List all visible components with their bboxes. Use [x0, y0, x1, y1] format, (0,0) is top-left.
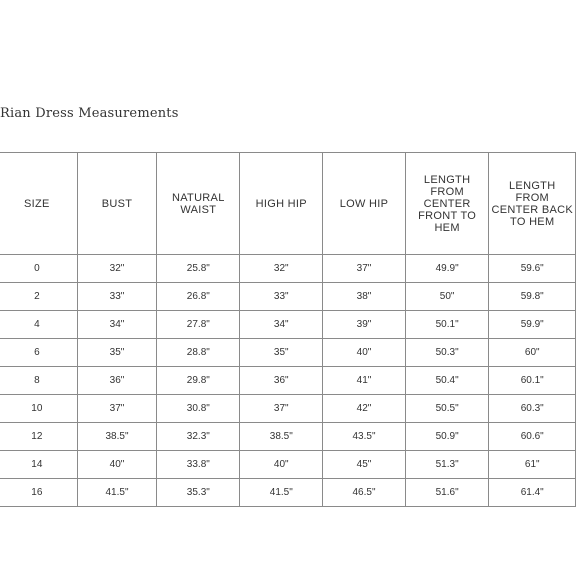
table-cell-length-back: 60" [489, 339, 576, 367]
table-cell-high-hip: 41.5" [240, 479, 323, 507]
table-cell-length-front: 50.4" [405, 367, 489, 395]
table-cell-low-hip: 46.5" [323, 479, 406, 507]
table-cell-length-front: 51.3" [405, 451, 489, 479]
table-cell-high-hip: 32" [240, 255, 323, 283]
table-cell-length-back: 59.8" [489, 283, 576, 311]
column-header-line: LOW HIP [339, 197, 389, 210]
table-cell-high-hip: 38.5" [240, 423, 323, 451]
table-row [0, 339, 576, 367]
table-row [0, 255, 576, 283]
column-header-line: FRONT TO [418, 209, 477, 222]
table-cell-natural-waist: 32.3" [157, 423, 240, 451]
column-header-line: FROM [430, 185, 464, 198]
table-row [0, 451, 576, 479]
column-header-size [0, 153, 77, 255]
column-header-low-hip [323, 153, 406, 255]
table-cell-low-hip: 39" [323, 311, 406, 339]
table-cell-natural-waist: 33.8" [157, 451, 240, 479]
column-header-line: BUST [101, 197, 133, 210]
table-cell-length-front: 50" [405, 283, 489, 311]
table-cell-length-back: 59.9" [489, 311, 576, 339]
table-cell-size: 2 [0, 283, 77, 311]
table-cell-natural-waist: 29.8" [157, 367, 240, 395]
table-cell-length-front: 50.5" [405, 395, 489, 423]
table-cell-natural-waist: 35.3" [157, 479, 240, 507]
document-title: Rian Dress Measurements [0, 106, 179, 121]
table-row [0, 311, 576, 339]
table-cell-natural-waist: 25.8" [157, 255, 240, 283]
table-cell-low-hip: 37" [323, 255, 406, 283]
table-cell-low-hip: 45" [323, 451, 406, 479]
table-cell-bust: 33" [77, 283, 157, 311]
table-cell-high-hip: 37" [240, 395, 323, 423]
table-cell-size: 8 [0, 367, 77, 395]
column-header-line: TO HEM [510, 215, 555, 228]
table-cell-length-back: 60.3" [489, 395, 576, 423]
table-cell-high-hip: 34" [240, 311, 323, 339]
column-header-high-hip [240, 153, 323, 255]
table-cell-size: 6 [0, 339, 77, 367]
table-cell-bust: 34" [77, 311, 157, 339]
table-cell-bust: 32" [77, 255, 157, 283]
table-row [0, 479, 576, 507]
measurements-table [0, 152, 576, 507]
table-cell-length-back: 61.4" [489, 479, 576, 507]
column-header-length-back [489, 153, 576, 255]
table-cell-length-front: 51.6" [405, 479, 489, 507]
table-cell-low-hip: 42" [323, 395, 406, 423]
column-header-line: SIZE [24, 197, 50, 210]
table-cell-low-hip: 38" [323, 283, 406, 311]
table-cell-length-back: 60.1" [489, 367, 576, 395]
table-cell-low-hip: 40" [323, 339, 406, 367]
table-cell-length-back: 60.6" [489, 423, 576, 451]
table-cell-size: 10 [0, 395, 77, 423]
table-cell-length-front: 50.1" [405, 311, 489, 339]
table-cell-size: 0 [0, 255, 77, 283]
column-header-line: HIGH HIP [255, 197, 307, 210]
table-cell-bust: 40" [77, 451, 157, 479]
column-header-line: LENGTH [423, 173, 471, 186]
column-header-line: FROM [515, 191, 550, 204]
table-cell-size: 14 [0, 451, 77, 479]
column-header-bust [77, 153, 157, 255]
table-cell-natural-waist: 27.8" [157, 311, 240, 339]
table-cell-natural-waist: 26.8" [157, 283, 240, 311]
table-cell-bust: 41.5" [77, 479, 157, 507]
table-cell-length-back: 61" [489, 451, 576, 479]
column-header-line: CENTER [423, 197, 471, 210]
column-header-length-front [405, 153, 489, 255]
table-cell-size: 4 [0, 311, 77, 339]
table-cell-bust: 37" [77, 395, 157, 423]
table-cell-bust: 35" [77, 339, 157, 367]
table-cell-natural-waist: 28.8" [157, 339, 240, 367]
column-header-line: HEM [434, 221, 460, 234]
table-row [0, 283, 576, 311]
table-cell-bust: 38.5" [77, 423, 157, 451]
table-cell-length-front: 49.9" [405, 255, 489, 283]
table-cell-high-hip: 40" [240, 451, 323, 479]
column-header-natural-waist [157, 153, 240, 255]
table-cell-low-hip: 41" [323, 367, 406, 395]
table-cell-size: 12 [0, 423, 77, 451]
table-row [0, 367, 576, 395]
table-cell-length-front: 50.3" [405, 339, 489, 367]
table-body [0, 255, 576, 507]
column-header-line: CENTER BACK [491, 203, 573, 216]
table-cell-low-hip: 43.5" [323, 423, 406, 451]
table-cell-natural-waist: 30.8" [157, 395, 240, 423]
table-cell-length-front: 50.9" [405, 423, 489, 451]
header-row [0, 153, 576, 255]
table-cell-high-hip: 33" [240, 283, 323, 311]
column-header-line: WAIST [180, 203, 217, 216]
table-cell-bust: 36" [77, 367, 157, 395]
table-row [0, 395, 576, 423]
table-cell-length-back: 59.6" [489, 255, 576, 283]
column-header-line: NATURAL [171, 191, 225, 204]
column-header-line: LENGTH [509, 179, 556, 192]
table-cell-high-hip: 35" [240, 339, 323, 367]
table-cell-size: 16 [0, 479, 77, 507]
table-cell-high-hip: 36" [240, 367, 323, 395]
table-row [0, 423, 576, 451]
